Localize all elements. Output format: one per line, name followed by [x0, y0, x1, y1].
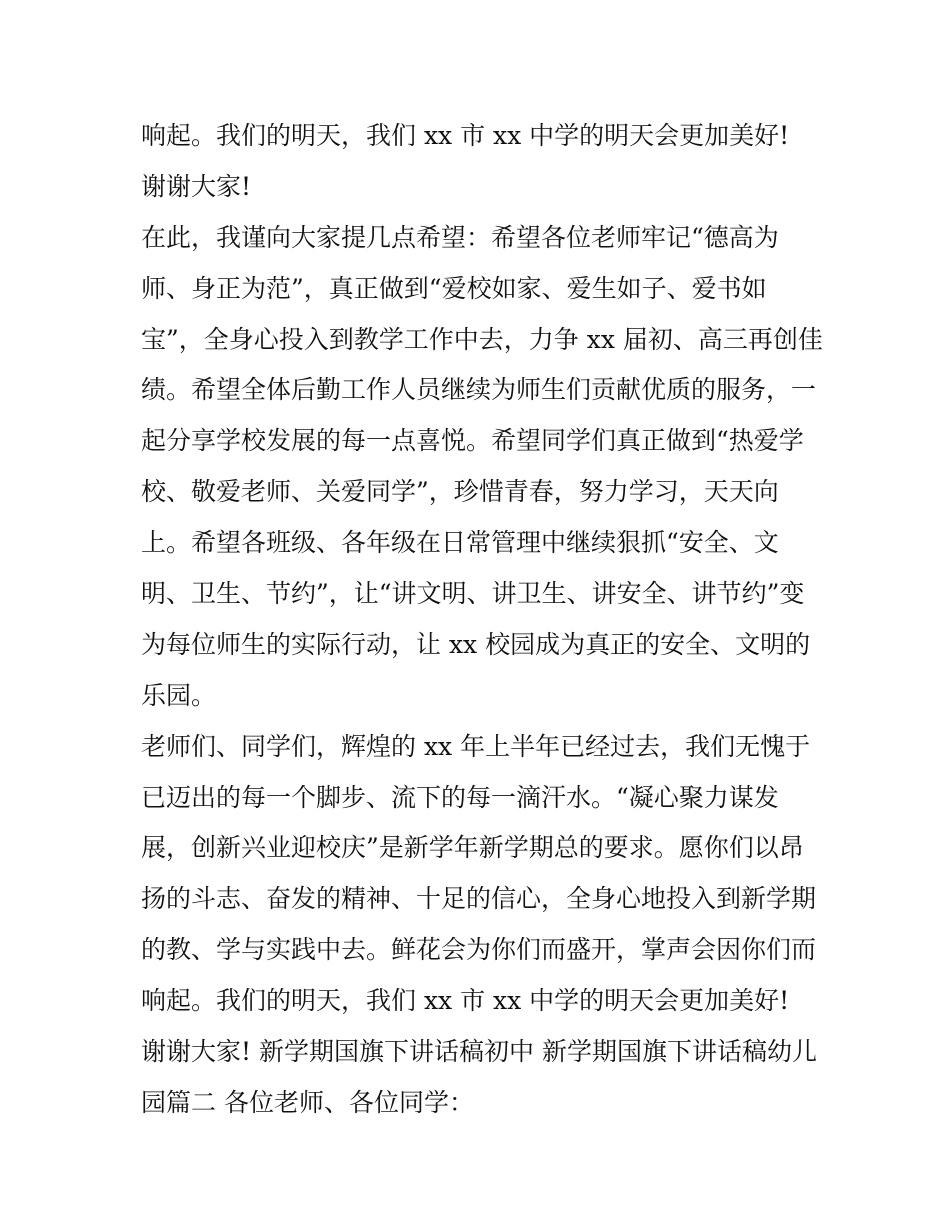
text-line: 宝”，全身心投入到教学工作中去，力争 xx 届初、高三再创佳: [141, 324, 823, 354]
text-line: 绩。希望全体后勤工作人员继续为师生们贡献优质的服务，一: [141, 375, 817, 405]
text-line: 在此，我谨向大家提几点希望：希望各位老师牢记“德高为: [141, 222, 779, 252]
text-line: 明、卫生、节约”，让“讲文明、讲卫生、讲安全、讲节约”变: [141, 579, 805, 609]
text-line: 扬的斗志、奋发的精神、十足的信心，全身心地投入到新学期: [141, 884, 817, 914]
text-line: 为每位师生的实际行动，让 xx 校园成为真正的安全、文明的: [141, 629, 811, 659]
text-line: 已迈出的每一个脚步、流下的每一滴汗水。“凝心聚力谋发: [141, 782, 779, 812]
text-line: 师、身正为范”，真正做到“爱校如家、爱生如子、爱书如: [141, 273, 767, 303]
text-line: 校、敬爱老师、关爱同学”，珍惜青春，努力学习，天天向: [141, 477, 779, 507]
text-line: 园篇二 各位老师、各位同学：: [141, 1087, 474, 1117]
text-line: 起分享学校发展的每一点喜悦。希望同学们真正做到“热爱学: [141, 426, 804, 456]
text-line: 谢谢大家! 新学期国旗下讲话稿初中 新学期国旗下讲话稿幼儿: [141, 1037, 817, 1067]
text-line: 谢谢大家!: [141, 171, 252, 201]
text-line: 乐园。: [141, 680, 217, 710]
text-line: 展，创新兴业迎校庆”是新学年新学期总的要求。愿你们以昂: [141, 833, 804, 863]
text-line: 响起。我们的明天，我们 xx 市 xx 中学的明天会更加美好!: [141, 986, 790, 1016]
text-line: 上。希望各班级、各年级在日常管理中继续狠抓“安全、文: [141, 528, 779, 558]
text-line: 的教、学与实践中去。鲜花会为你们而盛开，掌声会因你们而: [141, 935, 817, 965]
text-line: 老师们、同学们，辉煌的 xx 年上半年已经过去，我们无愧于: [141, 731, 811, 761]
document-body: [141, 111, 821, 1129]
text-line: 响起。我们的明天，我们 xx 市 xx 中学的明天会更加美好!: [141, 121, 790, 150]
